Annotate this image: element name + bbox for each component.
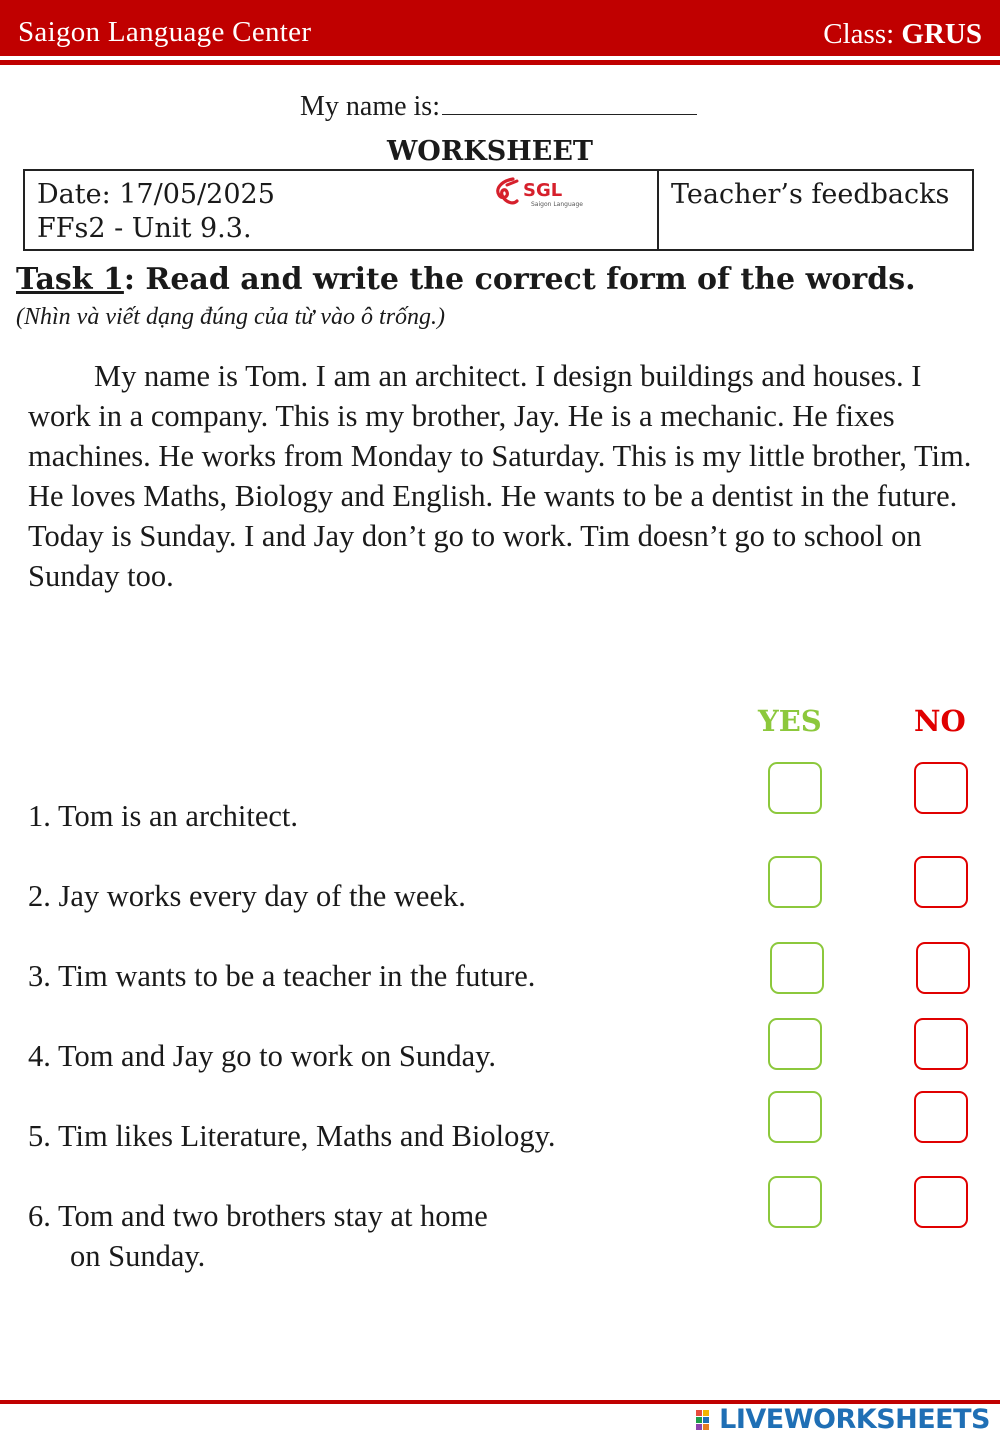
- task-title: [16, 262, 916, 297]
- teacher-feedback-label: Teacher’s feedbacks: [671, 179, 950, 210]
- center-name: Saigon Language Center: [18, 16, 312, 48]
- no-checkbox-5[interactable]: [914, 1091, 968, 1143]
- date-text: Date: 17/05/2025: [37, 179, 275, 210]
- task-subtitle: (Nhìn và viết dạng đúng của từ vào ô trống.): [16, 304, 446, 330]
- name-label: My name is:: [300, 91, 440, 122]
- class-label: Class:: [823, 18, 895, 50]
- task-label: Task 1: [16, 262, 124, 297]
- footer-brand-text: LIVEWORKSHEETS: [719, 1404, 990, 1435]
- passage-text: My name is Tom. I am an architect. I design buildings and houses. I work in a company. This is my brother, Jay. He is a mechanic. He fixes machines. He works from Monday to Saturday. This is my little brother, Tim. He loves Maths, Biology and English. He wants to be a dentist in the future. Today is Sunday. I and Jay don’t go to work. Tim doesn’t go to school on Sunday too.: [28, 359, 972, 593]
- unit-text: FFs2 - Unit 9.3.: [37, 213, 252, 244]
- info-table: [23, 169, 974, 251]
- no-checkbox-1[interactable]: [914, 762, 968, 814]
- yes-checkbox-4[interactable]: [768, 1018, 822, 1070]
- statement-4: 4. Tom and Jay go to work on Sunday.: [28, 1039, 497, 1073]
- no-checkbox-2[interactable]: [914, 856, 968, 908]
- yes-checkbox-1[interactable]: [768, 762, 822, 814]
- svg-text:SGL: SGL: [523, 180, 563, 201]
- svg-text:Saigon Language: Saigon Language: [531, 201, 583, 208]
- name-line: [300, 88, 697, 123]
- statement-5: 5. Tim likes Literature, Maths and Biology.: [28, 1119, 556, 1153]
- worksheet-title: WORKSHEET: [386, 136, 593, 167]
- yes-checkbox-6[interactable]: [768, 1176, 822, 1228]
- statement-3: 3. Tim wants to be a teacher in the future.: [28, 959, 536, 993]
- statement-6: 6. Tom and two brothers stay at home on Sunday.: [28, 1199, 488, 1273]
- task-instruction: : Read and write the correct form of the words.: [123, 262, 916, 297]
- no-checkbox-4[interactable]: [914, 1018, 968, 1070]
- no-column-header: NO: [914, 704, 966, 738]
- header-rule: [0, 60, 1000, 65]
- footer-brand: [695, 1404, 990, 1435]
- sgl-logo: [493, 175, 593, 209]
- class-info: [823, 18, 982, 51]
- liveworksheets-icon: [695, 1408, 717, 1432]
- class-value: GRUS: [901, 18, 982, 50]
- yes-column-header: YES: [758, 704, 822, 738]
- info-divider: [657, 171, 659, 249]
- statement-1: 1. Tom is an architect.: [28, 799, 299, 833]
- yes-checkbox-2[interactable]: [768, 856, 822, 908]
- yes-checkbox-3[interactable]: [770, 942, 824, 994]
- yes-checkbox-5[interactable]: [768, 1091, 822, 1143]
- no-checkbox-6[interactable]: [914, 1176, 968, 1228]
- name-blank[interactable]: [442, 88, 697, 115]
- statement-2: 2. Jay works every day of the week.: [28, 879, 466, 913]
- reading-passage: [28, 356, 988, 596]
- no-checkbox-3[interactable]: [916, 942, 970, 994]
